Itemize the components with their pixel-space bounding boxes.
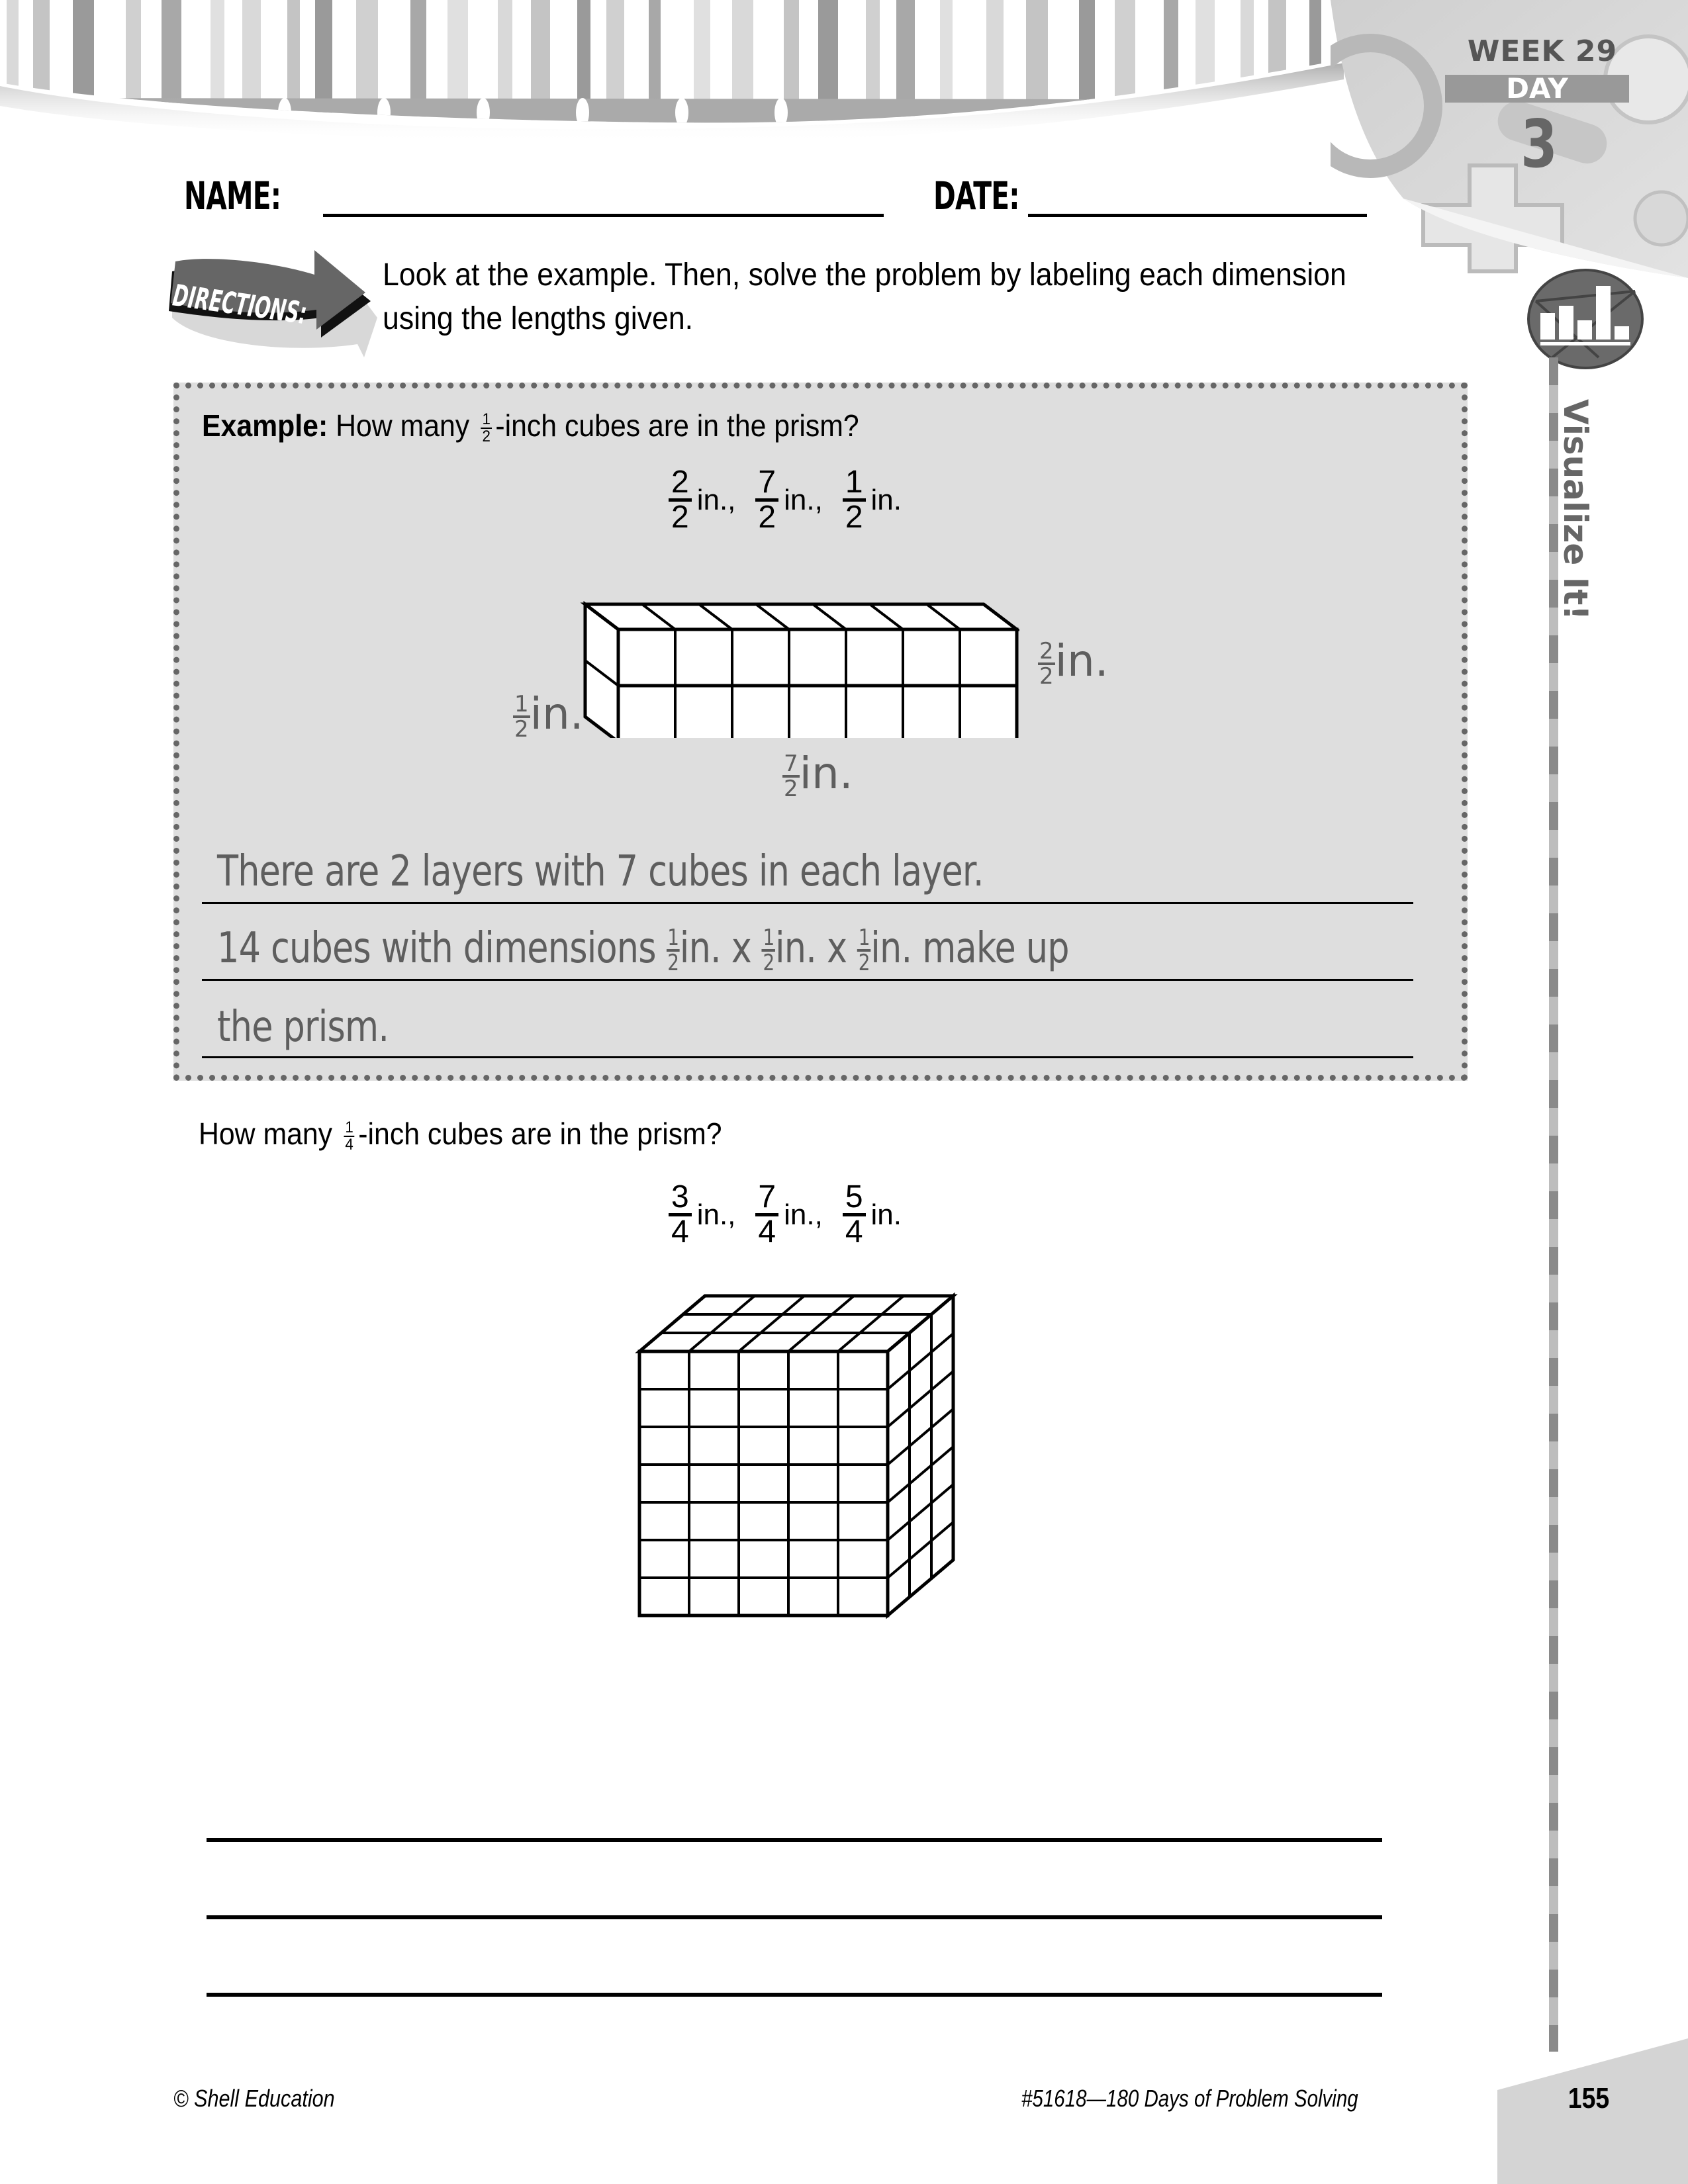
sidebar-stripe-segment <box>1549 1664 1558 1692</box>
sidebar-stripe-segment <box>1549 774 1558 802</box>
footer-publisher: © Shell Education <box>173 2085 335 2112</box>
problem-dim-fraction: $\frac{7}{4}$ <box>755 1181 778 1248</box>
sidebar-stripe-segment <box>1549 1803 1558 1831</box>
example-label: Example: <box>202 408 328 443</box>
prism-top-face <box>585 604 1017 629</box>
example-answer-line-3: the prism. <box>217 1003 389 1052</box>
sidebar-stripe-segment <box>1549 1942 1558 1970</box>
example-length-label: $\frac{7}{2}$ in. <box>784 748 853 802</box>
sidebar-stripe-segment <box>1549 1386 1558 1414</box>
sidebar-stripe-segment <box>1549 1580 1558 1608</box>
prism-front-face <box>639 1351 888 1615</box>
banner-stripe <box>531 0 550 146</box>
sidebar-stripe-segment <box>1549 1553 1558 1580</box>
sidebar-stripe-segment <box>1549 1302 1558 1330</box>
sidebar-stripe-segment <box>1549 1024 1558 1052</box>
sidebar-stripe-segment <box>1549 830 1558 858</box>
banner-dot <box>377 98 391 127</box>
sidebar-stripe-segment <box>1549 1247 1558 1275</box>
banner-stripe <box>1079 0 1095 146</box>
banner-stripe <box>73 0 94 146</box>
footer-book-title: #51618—180 Days of Problem Solving <box>1021 2085 1358 2112</box>
sidebar-stripe-segment <box>1549 1719 1558 1747</box>
example-height-label: $\frac{2}{2}$ in. <box>1039 635 1109 690</box>
sidebar-stripe-segment <box>1549 1747 1558 1775</box>
sidebar-stripe-segment <box>1549 1525 1558 1553</box>
sidebar-stripe-segment <box>1549 913 1558 941</box>
sidebar-stripe-segment <box>1549 886 1558 913</box>
sidebar-stripe-segment <box>1549 1052 1558 1080</box>
sidebar-icon-badge <box>1526 265 1645 371</box>
example-writing-line <box>202 902 1413 904</box>
answer-line[interactable] <box>207 1838 1382 1842</box>
example-answer-line-2: 14 cubes with dimensions $\frac{1}{2}$ in. x $\frac{1}{2}$ in. x $\frac{1}{2}$ in. make up <box>217 924 1069 977</box>
sidebar-stripe-segment <box>1549 1497 1558 1525</box>
sidebar-stripe-segment <box>1549 1886 1558 1914</box>
week-label: WEEK 29 <box>1467 34 1618 68</box>
sidebar-stripe-segment <box>1549 719 1558 747</box>
example-dim-fraction: $\frac{1}{2}$ <box>843 467 866 533</box>
banner-dot <box>576 98 589 127</box>
banner-stripe <box>1268 0 1286 146</box>
banner-dot <box>774 98 788 127</box>
banner-stripe <box>498 0 512 146</box>
example-writing-line <box>202 1056 1413 1058</box>
sidebar-stripe-segment <box>1549 1163 1558 1191</box>
sidebar-stripe-segment <box>1549 969 1558 997</box>
example-depth-label: $\frac{1}{2}$ in. <box>514 688 584 743</box>
name-label: NAME: <box>184 173 281 218</box>
sidebar-stripe-segment <box>1549 1080 1558 1108</box>
date-field[interactable] <box>1028 214 1367 217</box>
example-question-post: -inch cubes are in the prism? <box>495 408 859 443</box>
sidebar-stripe-segment <box>1549 1441 1558 1469</box>
sidebar-stripe-segment <box>1549 635 1558 663</box>
sidebar-stripe-segment <box>1549 802 1558 830</box>
banner-stripe <box>577 0 590 146</box>
banner-stripe <box>410 0 426 146</box>
page-number: 155 <box>1568 2082 1610 2115</box>
example-dim-fraction: $\frac{7}{2}$ <box>755 467 778 533</box>
sidebar-stripe-segment <box>1549 1108 1558 1136</box>
sidebar-stripe-segment <box>1549 1970 1558 1997</box>
sidebar-stripe-segment <box>1549 1692 1558 1719</box>
sidebar-stripe-segment <box>1549 1358 1558 1386</box>
banner-dot <box>477 98 490 127</box>
banner-stripe <box>606 0 624 146</box>
banner-stripe <box>33 0 50 146</box>
problem-prism-diagram <box>629 1281 973 1731</box>
date-label: DATE: <box>933 173 1019 218</box>
banner-stripe <box>447 0 468 146</box>
sidebar-stripe-segment <box>1549 1219 1558 1247</box>
example-prism-diagram <box>569 592 1019 738</box>
sidebar-stripe-segment <box>1549 1636 1558 1664</box>
banner-stripe <box>1115 0 1135 146</box>
banner-stripe <box>732 0 753 146</box>
banner-stripe <box>1241 0 1254 146</box>
sidebar-stripe-segment <box>1549 1136 1558 1163</box>
sidebar-stripe-segment <box>1549 1914 1558 1942</box>
problem-dim-fraction: $\frac{3}{4}$ <box>669 1181 692 1248</box>
directions-text: Look at the example. Then, solve the problem by labeling each dimension using the lengths given. <box>383 257 1346 336</box>
example-question-pre: How many <box>336 408 470 443</box>
banner-stripe <box>818 0 838 146</box>
problem-question: How many $\frac{1}{4}$ -inch cubes are in the prism? <box>199 1116 722 1154</box>
directions-badge-text: DIRECTIONS: <box>170 277 309 332</box>
banner-stripe <box>784 0 799 146</box>
banner-stripe <box>7 0 19 146</box>
problem-dim-fraction: $\frac{5}{4}$ <box>843 1181 866 1248</box>
name-field[interactable] <box>323 214 884 217</box>
sidebar-stripe-segment <box>1549 1997 1558 2025</box>
sidebar-stripe-segment <box>1549 747 1558 774</box>
banner-dot <box>675 98 688 127</box>
banner-stripe <box>1196 0 1215 146</box>
sidebar-stripe-segment <box>1549 357 1558 385</box>
prism-front-face <box>618 629 1017 738</box>
example-answer-line-1: There are 2 layers with 7 cubes in each layer. <box>217 847 984 896</box>
sidebar-stripe-segment <box>1549 1858 1558 1886</box>
problem-dimensions: $\frac{3}{4}$ in., $\frac{7}{4}$ in., $\frac{5}{4}$ in. <box>669 1181 921 1248</box>
day-number: 3 <box>1521 105 1558 183</box>
example-dim-fraction: $\frac{2}{2}$ <box>669 467 692 533</box>
day-label: DAY <box>1506 72 1568 105</box>
banner-stripe <box>694 0 710 146</box>
banner-stripe <box>126 0 141 146</box>
directions-arrow-icon <box>159 245 377 357</box>
example-writing-line <box>202 979 1413 981</box>
sidebar-stripe-segment <box>1549 691 1558 719</box>
sidebar-stripe-segment <box>1549 997 1558 1024</box>
sidebar-stripe-segment <box>1549 858 1558 886</box>
example-question-fraction: $\frac{1}{2}$ <box>482 410 491 445</box>
sidebar-title: Visualize It! <box>1556 398 1595 621</box>
sidebar-stripe-segment <box>1549 1775 1558 1803</box>
sidebar-stripe-segment <box>1549 1469 1558 1497</box>
sidebar-stripe-segment <box>1549 663 1558 691</box>
banner-stripe <box>1164 0 1178 146</box>
sidebar-stripe-segment <box>1549 1608 1558 1636</box>
decorative-banner <box>0 0 1390 146</box>
example-question <box>202 408 859 445</box>
banner-stripe <box>649 0 661 146</box>
sidebar-stripe-segment <box>1549 1414 1558 1441</box>
sidebar-stripe-segment <box>1549 1330 1558 1358</box>
sidebar-stripe-segment <box>1549 941 1558 969</box>
example-dimensions: $\frac{2}{2}$ in., $\frac{7}{2}$ in., $\frac{1}{2}$ in. <box>669 467 921 533</box>
answer-line[interactable] <box>207 1993 1382 1997</box>
answer-line[interactable] <box>207 1915 1382 1919</box>
sidebar-stripe-segment <box>1549 1275 1558 1302</box>
sidebar-stripe-segment <box>1549 1191 1558 1219</box>
sidebar-stripe-segment <box>1549 1831 1558 1858</box>
